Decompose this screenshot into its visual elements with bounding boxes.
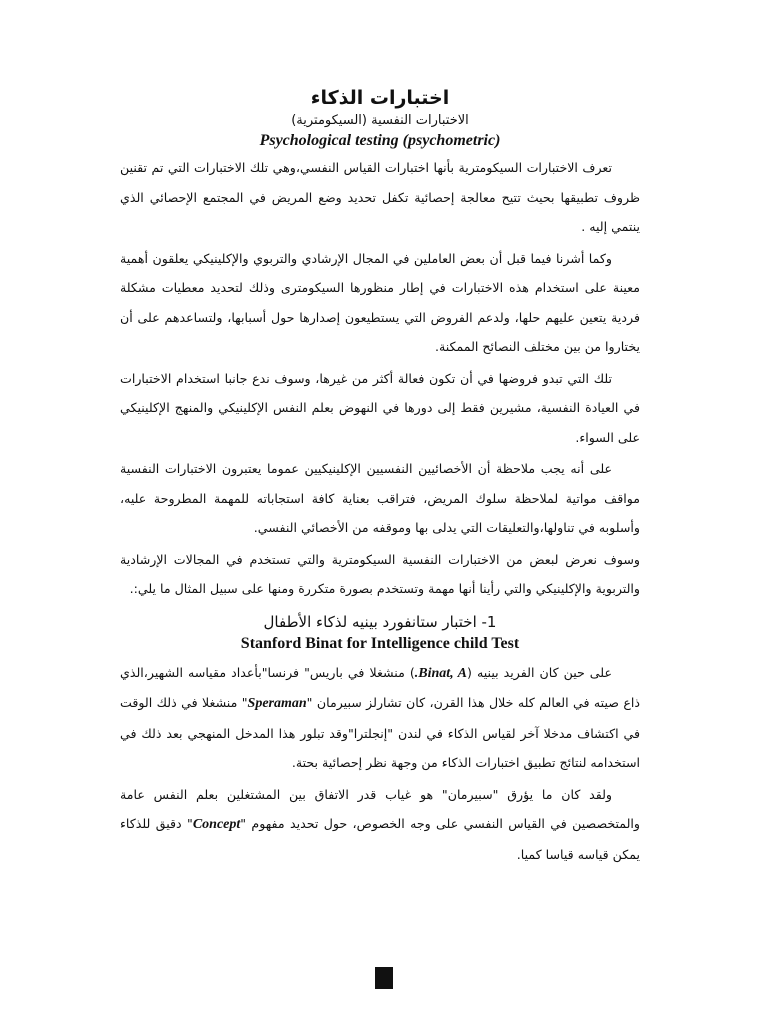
paragraph-5: وسوف نعرض لبعض من الاختبارات النفسية السيكومترية والتي تستخدم في المجالات الإرشادية والتربوية والإكلينيكي والتي رأينا أنها مهمة وتستخدم بصورة متكررة ومنها على سبيل المثال ما يلي:. [120,551,640,596]
section-paragraph-2 [120,780,640,870]
page-title: اختبارات الذكاء [310,87,450,109]
section-english-heading: Stanford Binat for Intelligence child Test [240,634,520,652]
section-paragraph-2-part-b: " دقيق للذكاء يمكن قياسه قياسا كميا. [120,816,640,862]
author-name-speraman: Speraman [247,696,307,711]
section-heading: 1- اختبار ستانفورد بينيه لذكاء الأطفال [263,612,497,631]
paragraph-3: تلك التي تبدو فروضها في أن تكون فعالة أكثر من غيرها، وسوف ندع جانبا استخدام الاختبارات في العيادة النفسية، مشيرين فقط إلى دورها في النهوض بعلم النفس الإكلينيكي والمنهج الإكلينيكي على السواء. [120,370,640,445]
section-paragraph-1-part-a: على حين كان الفريد بينيه ( [467,664,612,680]
section-paragraph-2-part-a: ولقد كان ما يؤرق "سبيرمان" هو غياب قدر الاتفاق بين المشتغلين بعلم النفس عامة والمتخصصين في القياس النفسي على وجه الخصوص، حول تحديد مفهوم " [120,786,640,831]
page-subtitle: الاختبارات النفسية (السيكومترية) [291,113,469,128]
author-name-binat: Binat, A. [414,665,468,681]
term-concept: Concept [192,817,241,832]
section-paragraph-1-part-b: ) منشغلا في باريس" فرنسا"بأعداد مقياسه الشهير،الذي ذاع صيته في العالم كله خلال هذا القرن، كان تشارلز سبيرمان " [120,664,640,710]
paragraph-2: وكما أشرنا فيما قبل أن بعض العاملين في المجال الإرشادي والتربوي والإكلينيكي يعلقون أهمية معينة على استخدام هذه الاختبارات في إطار منظورها السيكومترى وذلك لتحديد معطيات مشكلة فردية يتعين عليهم حلها، ولدعم الفروض التي يستطيعون إصدارها حول أسبابها، ولتساعدهم على أن يختاروا من بين مختلف النصائح الممكنة. [120,250,640,354]
section-paragraph-1-part-c: " منشغلا في ذلك الوقت في اكتشاف مدخلا آخر لقياس الذكاء في لندن "إنجلترا"وقد تبلور هذا المدخل المنهجي بعد ذلك في استخدامه لنتائج تطبيق اختبارات الذكاء من وجهة نظر إحصائية بحتة. [120,695,640,770]
english-title: Psychological testing (psychometric) [259,132,501,149]
section-paragraph-1 [120,658,640,778]
page-number-marker [375,967,393,989]
paragraph-4: على أنه يجب ملاحظة أن الأخصائيين النفسيين الإكلينيكيين عموما يعتبرون الاختبارات النفسية مواقف مواتية لملاحظة سلوك المريض، فتراقب بعناية كافة استجاباته للمهمة المطروحة عليه، وأسلوبه في تناولها،والتعليقات التي يدلى بها وموقفه من الأخصائي النفسي. [120,461,640,535]
paragraph-1: تعرف الاختبارات السيكومترية بأنها اختبارات القياس النفسي،وهي تلك الاختبارات التي تم تقنين ظروف تطبيقها بحيث تتيح معالجة إحصائية تكفل تحديد وضع المريض في المجتمع الإحصائي الذي ينتمي إليه . [120,160,640,234]
document-page [120,85,640,871]
